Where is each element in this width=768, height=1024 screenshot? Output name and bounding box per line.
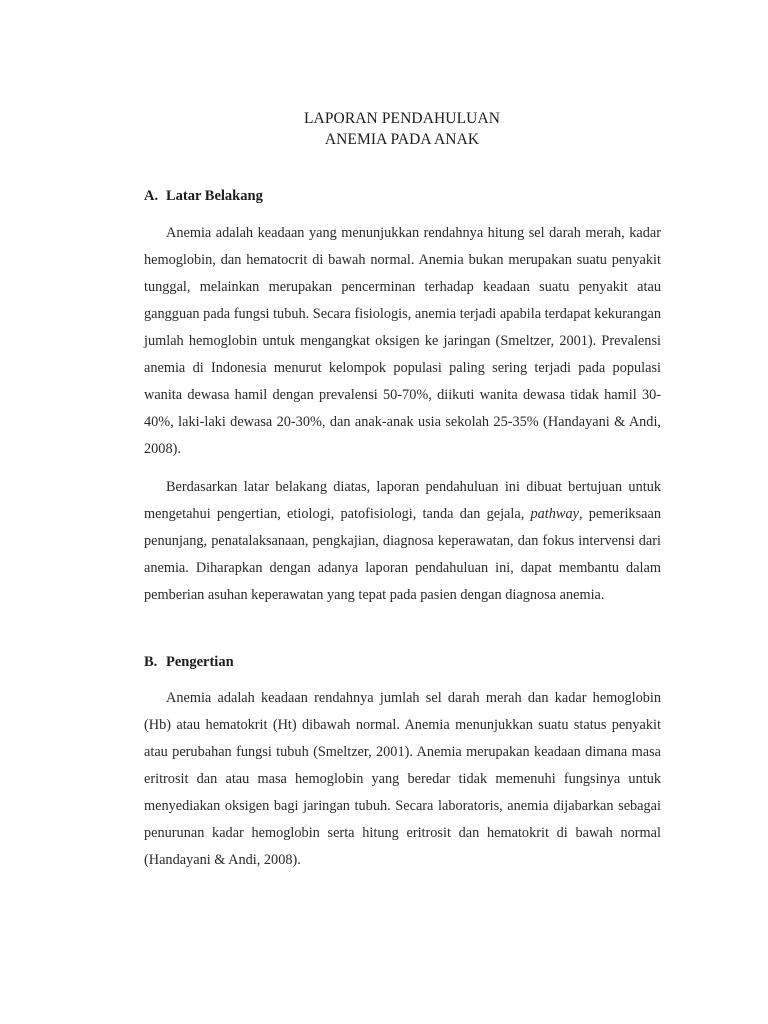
pathway-term: pathway bbox=[530, 506, 579, 522]
section-a-letter: A. bbox=[144, 188, 159, 204]
paragraph-2-text-after: , pemeriksaan penunjang, penatalaksanaan, pengkajian, diagnosa keperawatan, dan fokus intervensi dari anemia. Diharapkan dengan adanya laporan pendahuluan ini, dapat membantu dalam pemberian asuhan keperawatan yang tepat pada pasien dengan diagnosa anemia. bbox=[144, 506, 661, 603]
section-a-paragraph-2 bbox=[144, 474, 661, 609]
section-b-heading bbox=[144, 652, 234, 672]
section-b-letter: B. bbox=[144, 654, 158, 670]
section-a-heading bbox=[144, 186, 263, 206]
title-line-2: ANEMIA PADA ANAK bbox=[324, 131, 480, 148]
document-title bbox=[0, 108, 768, 150]
section-a-paragraph-1: Anemia adalah keadaan yang menunjukkan rendahnya hitung sel darah merah, kadar hemoglobin, dan hematocrit di bawah normal. Anemia bukan merupakan suatu penyakit tunggal, melainkan merupakan pencerminan terhadap keadaan suatu penyakit atau gangguan pada fungsi tubuh. Secara fisiologis, anemia terjadi apabila terdapat kekurangan jumlah hemoglobin untuk mengangkat oksigen ke jaringan (Smeltzer, 2001). Prevalensi anemia di Indonesia menurut kelompok populasi paling sering terjadi pada populasi wanita dewasa hamil dengan prevalensi 50-70%, diikuti wanita dewasa tidak hamil 30-40%, laki-laki dewasa 20-30%, dan anak-anak usia sekolah 25-35% (Handayani & Andi, 2008). bbox=[144, 225, 661, 457]
section-b-paragraph-1: Anemia adalah keadaan rendahnya jumlah sel darah merah dan kadar hemoglobin (Hb) atau hematokrit (Ht) dibawah normal. Anemia menunjukkan suatu status penyakit atau perubahan fungsi tubuh (Smeltzer, 2001). Anemia merupakan keadaan dimana masa eritrosit dan atau masa hemoglobin yang beredar tidak memenuhi fungsinya untuk menyediakan oksigen bagi jaringan tubuh. Secara laboratoris, anemia dijabarkan sebagai penurunan kadar hemoglobin serta hitung eritrosit dan hematokrit di bawah normal (Handayani & Andi, 2008). bbox=[144, 690, 661, 868]
section-a-title: Latar Belakang bbox=[166, 188, 263, 204]
section-b-title: Pengertian bbox=[166, 654, 234, 670]
title-line-1: LAPORAN PENDAHULUAN bbox=[303, 110, 501, 127]
paragraph-2-text-before: Berdasarkan latar belakang diatas, laporan pendahuluan ini dibuat bertujuan untuk mengetahui pengertian, etiologi, patofisiologi, tanda dan gejala, bbox=[144, 479, 661, 522]
